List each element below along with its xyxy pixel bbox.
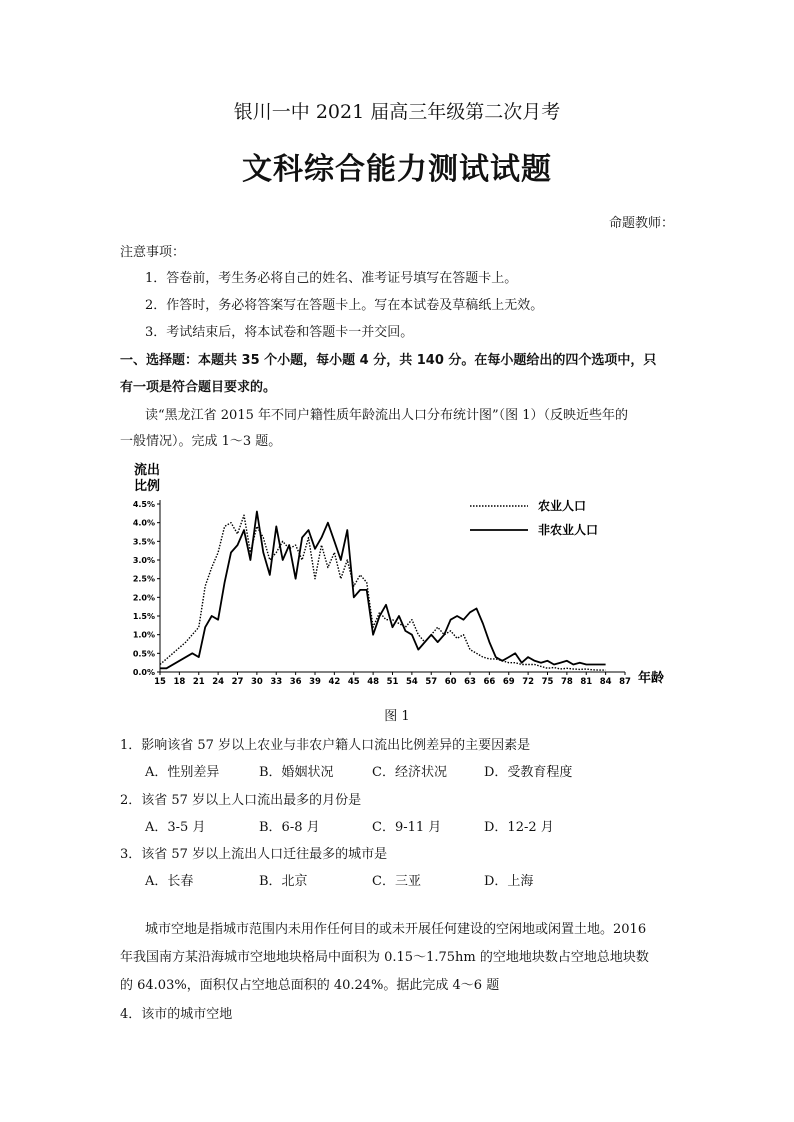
x-tick-label: 54 <box>405 677 418 687</box>
y-tick-label: 3.5% <box>132 537 155 547</box>
x-tick-label: 57 <box>425 677 438 687</box>
teacher-label: 命题教师： <box>608 216 674 231</box>
x-axis-label: 年龄 <box>638 671 665 686</box>
x-tick-label: 87 <box>619 677 631 687</box>
note-item: 1．答卷前，考生务必将自己的姓名、准考证号填写在答题卡上。 <box>145 271 518 286</box>
q2-option-b: B．6-8 月 <box>259 820 320 835</box>
passage-text: 城市空地是指城市范围内未用作任何目的或未开展任何建设的空闲地或闲置土地。2016 <box>145 922 647 937</box>
q1-option-a: A．性别差异 <box>145 765 220 780</box>
x-tick-label: 66 <box>483 677 496 687</box>
x-tick-label: 15 <box>154 677 166 687</box>
y-tick-label: 1.5% <box>132 612 155 621</box>
y-tick-label: 4.5% <box>132 500 155 509</box>
y-tick-label: 4.0% <box>132 518 155 528</box>
intro-text: 读“黑龙江省 2015 年不同户籍性质年龄流出人口分布统计图”（图 1）（反映近些年的 <box>145 408 629 423</box>
population-outflow-chart <box>130 458 680 698</box>
y-axis-label: 比例 <box>134 479 161 494</box>
chart-legend <box>470 498 598 537</box>
q2-option-a: A．3-5 月 <box>145 820 206 835</box>
figure-caption: 图 1 <box>384 709 410 724</box>
y-tick-label: 3.0% <box>132 556 155 565</box>
x-tick-label: 48 <box>367 677 380 687</box>
x-tick-label: 60 <box>444 677 457 687</box>
section-heading-cont: 有一项是符合题目要求的。 <box>120 380 277 395</box>
x-tick-label: 39 <box>309 677 321 687</box>
exam-subtitle: 银川一中 2021 届高三年级第二次月考 <box>233 101 561 123</box>
y-axis-ticks <box>133 500 160 677</box>
note-item: 3．考试结束后，将本试卷和答题卡一并交回。 <box>145 325 414 340</box>
exam-title: 文科综合能力测试试题 <box>242 152 552 187</box>
x-tick-label: 42 <box>328 677 341 687</box>
intro-text-cont: 一般情况）。完成 1～3 题。 <box>120 434 282 449</box>
q1-option-b: B．婚姻状况 <box>259 765 334 780</box>
x-tick-label: 33 <box>270 677 283 687</box>
question-4: 4．该市的城市空地 <box>120 1007 233 1022</box>
y-axis-label: 流出 <box>134 463 161 478</box>
question-3: 3．该省 57 岁以上流出人口迁往最多的城市是 <box>120 847 388 862</box>
y-tick-label: 0.5% <box>132 649 155 659</box>
q2-option-d: D．12-2 月 <box>484 820 554 835</box>
x-tick-label: 30 <box>250 677 263 687</box>
legend-label: 农业人口 <box>538 499 587 513</box>
x-tick-label: 84 <box>599 677 612 687</box>
x-tick-label: 78 <box>560 677 573 687</box>
q3-option-b: B．北京 <box>259 874 308 889</box>
x-tick-label: 27 <box>231 677 244 687</box>
q3-option-c: C．三亚 <box>372 874 421 889</box>
series-line-1 <box>160 515 606 670</box>
question-1: 1．影响该省 57 岁以上农业与非农户籍人口流出比例差异的主要因素是 <box>120 738 531 753</box>
q3-option-a: A．长春 <box>145 874 194 889</box>
passage-text-cont: 年我国南方某沿海城市空地地块格局中面积为 0.15～1.75hm 的空地地块数占空地总地块数 <box>120 950 649 965</box>
q1-option-c: C．经济状况 <box>372 765 447 780</box>
x-tick-label: 63 <box>464 677 476 687</box>
note-item: 2．作答时，务必将答案写在答题卡上。写在本试卷及草稿纸上无效。 <box>145 298 544 313</box>
y-tick-label: 2.5% <box>132 574 155 584</box>
y-tick-label: 0.0% <box>132 668 155 677</box>
question-2: 2．该省 57 岁以上人口流出最多的月份是 <box>120 793 362 808</box>
x-axis-ticks <box>154 672 631 687</box>
section-heading: 一、选择题：本题共 35 个小题，每小题 4 分，共 140 分。在每小题给出的四个选项中，只 <box>120 353 657 368</box>
x-tick-label: 24 <box>212 677 225 687</box>
x-tick-label: 51 <box>386 677 399 687</box>
x-tick-label: 21 <box>192 677 205 687</box>
y-tick-label: 1.0% <box>132 630 155 640</box>
passage-text-cont: 的 64.03%，面积仅占空地总面积的 40.24%。据此完成 4～6 题 <box>120 978 500 993</box>
x-tick-label: 45 <box>347 677 360 687</box>
legend-label: 非农业人口 <box>538 523 599 537</box>
q3-option-d: D．上海 <box>484 874 534 889</box>
x-tick-label: 69 <box>502 677 515 687</box>
x-tick-label: 75 <box>541 677 554 687</box>
x-tick-label: 18 <box>173 677 186 687</box>
y-tick-label: 2.0% <box>132 593 155 603</box>
q2-option-c: C．9-11 月 <box>372 820 442 835</box>
x-tick-label: 36 <box>289 677 302 687</box>
x-tick-label: 81 <box>580 677 593 687</box>
notes-heading: 注意事项： <box>120 245 186 260</box>
x-tick-label: 72 <box>522 677 535 687</box>
q1-option-d: D．受教育程度 <box>484 765 573 780</box>
